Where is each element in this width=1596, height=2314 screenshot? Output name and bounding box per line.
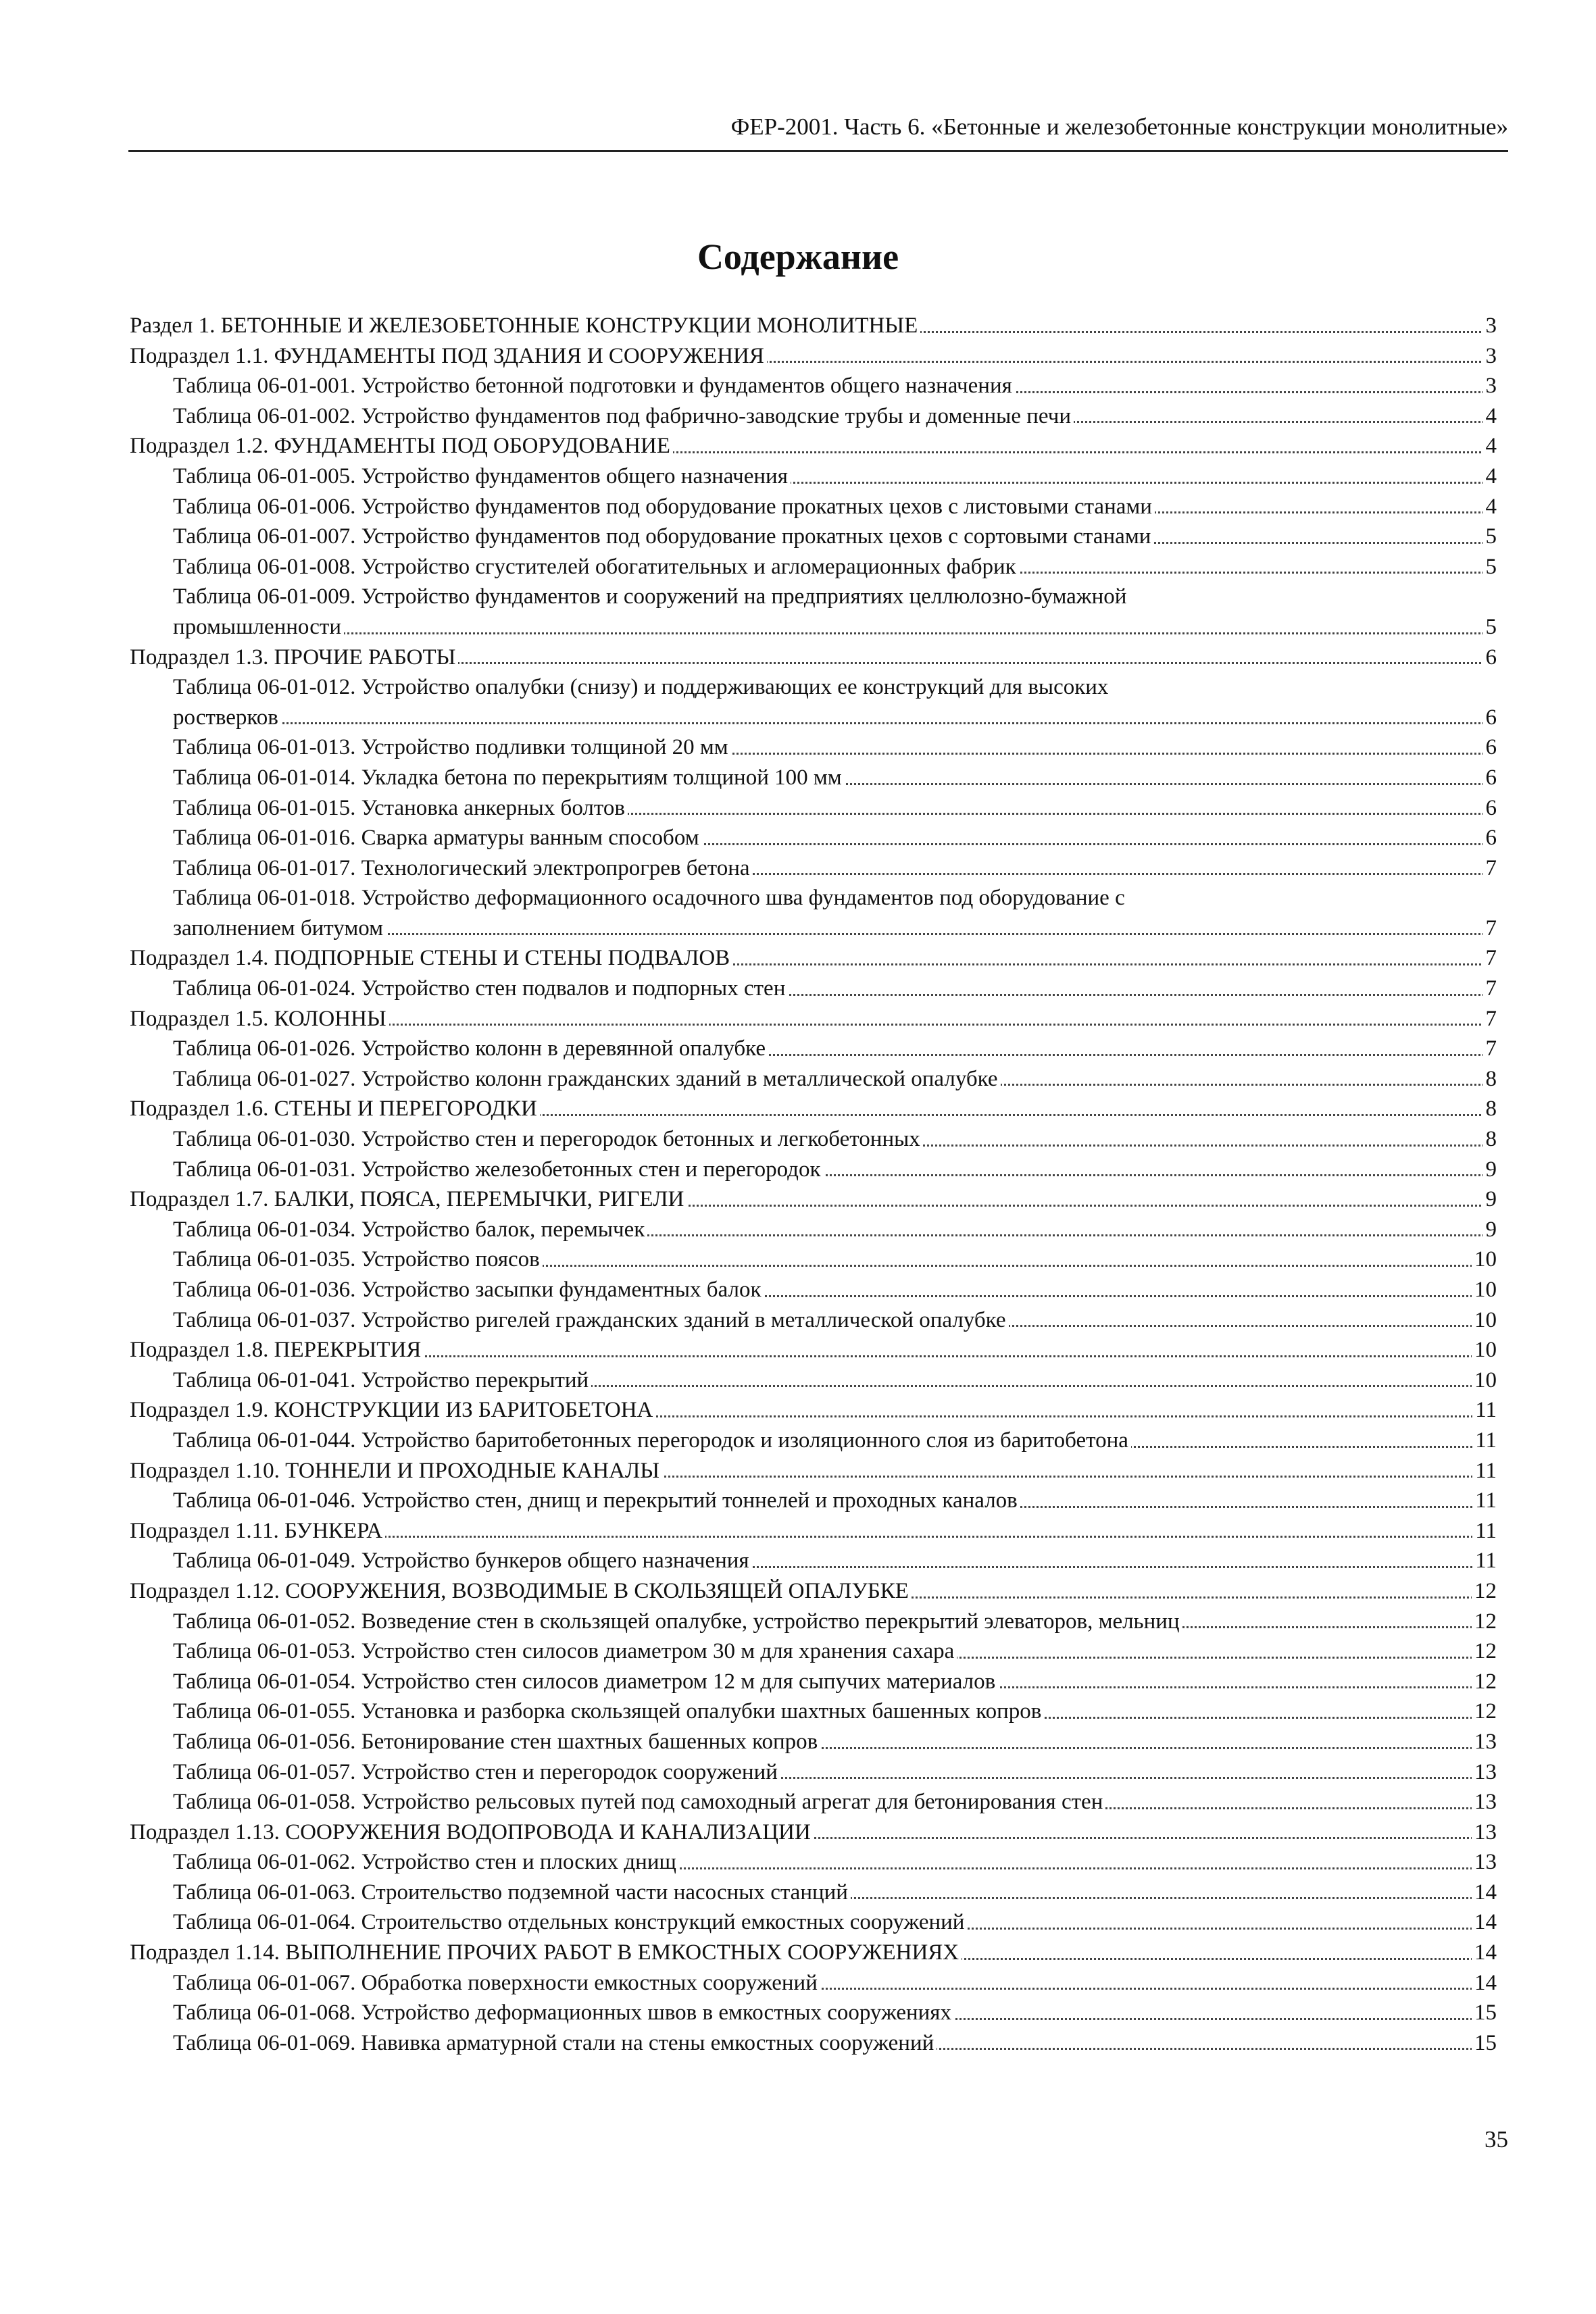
toc-entry[interactable]	[130, 1456, 1497, 1486]
toc-entry-title: Таблица 06-01-068. Устройство деформационных швов в емкостных сооружениях	[173, 2001, 954, 2025]
toc-entry-page: 14	[1472, 1907, 1497, 1938]
toc-entry-page: 12	[1472, 1667, 1497, 1697]
toc-entry-page: 11	[1472, 1456, 1497, 1486]
toc-entry-page: 10	[1472, 1275, 1497, 1305]
toc-entry-page: 7	[1483, 1034, 1497, 1064]
toc-entry[interactable]	[173, 1215, 1497, 1245]
toc-entry-page: 9	[1483, 1184, 1497, 1215]
running-header: ФЕР-2001. Часть 6. «Бетонные и железобетонные конструкции монолитные»	[730, 114, 1508, 140]
toc-entry-page: 5	[1483, 552, 1497, 582]
toc-entry-page: 4	[1483, 461, 1497, 492]
toc-entry-page: 6	[1483, 732, 1497, 763]
toc-entry[interactable]	[173, 1426, 1497, 1456]
toc-entry-page: 11	[1472, 1486, 1497, 1516]
toc-entry-title: Подраздел 1.4. ПОДПОРНЫЕ СТЕНЫ И СТЕНЫ ПОДВАЛОВ	[130, 946, 732, 970]
toc-entry[interactable]	[173, 492, 1497, 522]
toc-entry-title: Подраздел 1.8. ПЕРЕКРЫТИЯ	[130, 1338, 424, 1362]
toc-entry[interactable]	[130, 943, 1497, 974]
toc-entry-title: Таблица 06-01-052. Возведение стен в скользящей опалубке, устройство перекрытий элеваторов, мельниц	[173, 1609, 1182, 1634]
toc-entry-title: Таблица 06-01-017. Технологический электропрогрев бетона	[173, 856, 753, 880]
toc-entry-title: Таблица 06-01-008. Устройство сгустителей обогатительных и агломерационных фабрик	[173, 555, 1019, 579]
toc-entry-page: 6	[1483, 793, 1497, 824]
toc-entry[interactable]	[173, 1667, 1497, 1697]
toc-entry-page: 13	[1472, 1847, 1497, 1878]
toc-entry-title: Таблица 06-01-018. Устройство деформационного осадочного шва фундаментов под оборудование с	[173, 886, 1128, 910]
toc-entry-title: Подраздел 1.3. ПРОЧИЕ РАБОТЫ	[130, 645, 458, 670]
toc-entry[interactable]	[173, 1244, 1497, 1275]
toc-entry-page: 5	[1483, 522, 1497, 552]
toc-entry-page: 13	[1472, 1787, 1497, 1817]
toc-entry-title: Раздел 1. БЕТОННЫЕ И ЖЕЛЕЗОБЕТОННЫЕ КОНСТРУКЦИИ МОНОЛИТНЫЕ	[130, 313, 920, 338]
toc-entry[interactable]	[173, 823, 1497, 853]
toc-entry[interactable]	[173, 763, 1497, 793]
toc-entry-title: Таблица 06-01-012. Устройство опалубки (снизу) и поддерживающих ее конструкций для высоких	[173, 675, 1111, 699]
toc-entry-page: 14	[1472, 1968, 1497, 1998]
toc-entry[interactable]	[130, 311, 1497, 341]
toc-entry[interactable]	[173, 1155, 1497, 1185]
toc-entry-title: Подраздел 1.12. СООРУЖЕНИЯ, ВОЗВОДИМЫЕ В СКОЛЬЗЯЩЕЙ ОПАЛУБКЕ	[130, 1579, 912, 1603]
toc-entry-title: Таблица 06-01-016. Сварка арматуры ванным способом	[173, 826, 702, 850]
toc-entry[interactable]	[173, 1124, 1497, 1155]
toc-entry-page: 13	[1472, 1727, 1497, 1757]
toc-entry-title: Таблица 06-01-055. Установка и разборка скользящей опалубки шахтных башенных копров	[173, 1699, 1044, 1724]
toc-entry-title: Таблица 06-01-041. Устройство перекрытий	[173, 1368, 591, 1392]
toc-entry-page: 12	[1472, 1636, 1497, 1667]
toc-entry-page: 12	[1472, 1607, 1497, 1637]
toc-entry[interactable]	[173, 1787, 1497, 1817]
toc-entry-title: Таблица 06-01-027. Устройство колонн гражданских зданий в металлической опалубке	[173, 1067, 1001, 1091]
toc-entry-page: 8	[1483, 1064, 1497, 1095]
toc-entry-page: 7	[1483, 853, 1497, 884]
dot-leader	[173, 632, 1497, 634]
toc-entry-title: Подраздел 1.6. СТЕНЫ И ПЕРЕГОРОДКИ	[130, 1097, 540, 1121]
toc-entry-title: Таблица 06-01-006. Устройство фундаментов под оборудование прокатных цехов с листовыми станами	[173, 495, 1155, 519]
toc-entry-title: ростверков	[173, 705, 281, 730]
toc-entry[interactable]	[173, 1998, 1497, 2028]
toc-entry-title: Таблица 06-01-058. Устройство рельсовых путей под самоходный агрегат для бетонирования стен	[173, 1790, 1105, 1814]
toc-entry-title: Таблица 06-01-064. Строительство отдельных конструкций емкостных сооружений	[173, 1910, 967, 1934]
toc-entry-page: 8	[1483, 1124, 1497, 1155]
toc-entry-page: 7	[1483, 974, 1497, 1004]
toc-entry-title: Таблица 06-01-063. Строительство подземной части насосных станций	[173, 1880, 851, 1905]
toc-entry-title: Таблица 06-01-053. Устройство стен силосов диаметром 30 м для хранения сахара	[173, 1639, 957, 1663]
toc-entry-page: 3	[1483, 341, 1497, 372]
toc-entry[interactable]	[130, 431, 1497, 461]
toc-entry-title: Таблица 06-01-056. Бетонирование стен шахтных башенных копров	[173, 1730, 820, 1754]
toc-entry-title: Таблица 06-01-002. Устройство фундаментов под фабрично-заводские трубы и доменные печи	[173, 404, 1074, 428]
dot-leader	[173, 722, 1497, 724]
toc-entry[interactable]	[173, 1907, 1497, 1938]
toc-entry[interactable]	[173, 582, 1497, 642]
toc-entry[interactable]	[130, 1516, 1497, 1546]
toc-entry-title: Подраздел 1.5. КОЛОННЫ	[130, 1007, 389, 1031]
toc-entry-page: 4	[1483, 401, 1497, 432]
toc-entry-page: 11	[1472, 1546, 1497, 1576]
toc-entry[interactable]	[130, 1184, 1497, 1215]
toc-entry[interactable]	[130, 1817, 1497, 1848]
toc-entry-title: Таблица 06-01-024. Устройство стен подвалов и подпорных стен	[173, 976, 788, 1001]
toc-entry-title: Таблица 06-01-062. Устройство стен и плоских днищ	[173, 1850, 679, 1874]
toc-entry-page: 15	[1472, 2028, 1497, 2059]
toc-entry-title: Таблица 06-01-046. Устройство стен, днищ и перекрытий тоннелей и проходных каналов	[173, 1488, 1020, 1513]
toc-entry-title: Подраздел 1.1. ФУНДАМЕНТЫ ПОД ЗДАНИЯ И СООРУЖЕНИЯ	[130, 344, 767, 368]
toc-entry-page: 10	[1472, 1335, 1497, 1365]
toc-entry-title: Таблица 06-01-069. Навивка арматурной стали на стены емкостных сооружений	[173, 2031, 937, 2055]
toc-entry-page: 11	[1472, 1516, 1497, 1546]
toc-entry-page: 14	[1472, 1878, 1497, 1908]
toc-entry-title: Подраздел 1.10. ТОННЕЛИ И ПРОХОДНЫЕ КАНАЛЫ	[130, 1459, 662, 1483]
toc-entry-title: Таблица 06-01-035. Устройство поясов	[173, 1247, 543, 1272]
toc-entry-title: Таблица 06-01-036. Устройство засыпки фундаментных балок	[173, 1278, 764, 1302]
toc-entry-page: 11	[1472, 1426, 1497, 1456]
toc-entry-title: Подраздел 1.11. БУНКЕРА	[130, 1519, 385, 1543]
toc-entry-title: Таблица 06-01-031. Устройство железобетонных стен и перегородок	[173, 1157, 824, 1182]
toc-entry[interactable]	[173, 1486, 1497, 1516]
toc-entry[interactable]	[173, 1636, 1497, 1667]
toc-entry[interactable]	[173, 1727, 1497, 1757]
toc-entry-title: Подраздел 1.14. ВЫПОЛНЕНИЕ ПРОЧИХ РАБОТ В ЕМКОСТНЫХ СООРУЖЕНИЯХ	[130, 1940, 962, 1965]
toc-entry-page: 10	[1472, 1365, 1497, 1396]
toc-entry[interactable]	[130, 643, 1497, 673]
toc-entry-page: 9	[1483, 1155, 1497, 1185]
toc-entry[interactable]	[173, 1365, 1497, 1396]
toc-entry-title: Таблица 06-01-005. Устройство фундаментов общего назначения	[173, 464, 791, 488]
toc-entry-title: Таблица 06-01-015. Установка анкерных болтов	[173, 796, 628, 820]
page-number: 35	[1485, 2126, 1508, 2153]
toc-entry[interactable]	[173, 1847, 1497, 1878]
toc-entry-page: 10	[1472, 1305, 1497, 1336]
toc-entry-title: Таблица 06-01-001. Устройство бетонной подготовки и фундаментов общего назначения	[173, 374, 1015, 398]
toc-entry[interactable]	[130, 341, 1497, 372]
toc-entry-page: 6	[1483, 643, 1497, 673]
toc-entry-title: Таблица 06-01-026. Устройство колонн в деревянной опалубке	[173, 1036, 768, 1061]
toc-entry-title: заполнением битумом	[173, 916, 386, 940]
toc-entry-page: 6	[1483, 763, 1497, 793]
header-rule	[128, 150, 1508, 152]
toc-entry-title: промышленности	[173, 615, 344, 639]
toc-entry[interactable]	[173, 1275, 1497, 1305]
toc-entry[interactable]	[130, 1004, 1497, 1034]
toc-entry-title: Таблица 06-01-044. Устройство баритобетонных перегородок и изоляционного слоя из баритобетона	[173, 1428, 1131, 1453]
toc-entry[interactable]	[173, 974, 1497, 1004]
toc-entry-page: 7	[1483, 1004, 1497, 1034]
toc-entry-title: Таблица 06-01-049. Устройство бункеров общего назначения	[173, 1549, 752, 1573]
toc-entry[interactable]	[173, 1757, 1497, 1788]
toc-entry-title: Таблица 06-01-014. Укладка бетона по перекрытиям толщиной 100 мм	[173, 765, 845, 790]
toc-entry[interactable]	[173, 1546, 1497, 1576]
toc-entry[interactable]	[130, 1335, 1497, 1365]
page-title: Содержание	[697, 236, 899, 277]
toc-entry[interactable]	[173, 1968, 1497, 1998]
toc-entry[interactable]	[173, 2028, 1497, 2059]
toc-entry[interactable]	[173, 1064, 1497, 1095]
toc-entry-title: Таблица 06-01-013. Устройство подливки толщиной 20 мм	[173, 735, 731, 759]
toc-entry-page: 4	[1483, 431, 1497, 461]
toc-entry[interactable]	[173, 522, 1497, 552]
toc-entry-title: Таблица 06-01-067. Обработка поверхности емкостных сооружений	[173, 1971, 820, 1995]
toc-entry-title: Подраздел 1.2. ФУНДАМЕНТЫ ПОД ОБОРУДОВАНИЕ	[130, 434, 673, 458]
toc-entry[interactable]	[173, 732, 1497, 763]
toc-entry[interactable]	[173, 1696, 1497, 1727]
toc-entry-page: 6	[1483, 823, 1497, 853]
toc-entry[interactable]	[173, 552, 1497, 582]
toc-entry[interactable]	[173, 793, 1497, 824]
toc-entry-page: 11	[1472, 1395, 1497, 1426]
toc-entry-page: 7	[1483, 943, 1497, 974]
toc-entry[interactable]	[173, 461, 1497, 492]
toc-entry[interactable]	[173, 883, 1497, 943]
toc-entry[interactable]	[173, 371, 1497, 401]
toc-entry[interactable]	[173, 401, 1497, 432]
toc-entry-page: 13	[1472, 1757, 1497, 1788]
toc-entry-page: 6	[1483, 703, 1497, 733]
toc-entry[interactable]	[130, 1094, 1497, 1124]
toc-entry-title: Подраздел 1.7. БАЛКИ, ПОЯСА, ПЕРЕМЫЧКИ, РИГЕЛИ	[130, 1187, 687, 1211]
toc-entry-title: Таблица 06-01-007. Устройство фундаментов под оборудование прокатных цехов с сортовыми станами	[173, 524, 1153, 549]
table-of-contents	[130, 311, 1497, 2058]
toc-entry-title: Таблица 06-01-009. Устройство фундаментов и сооружений на предприятиях целлюлозно-бумажной	[173, 584, 1129, 609]
toc-entry[interactable]	[173, 853, 1497, 884]
toc-entry[interactable]	[173, 1607, 1497, 1637]
toc-entry[interactable]	[173, 1305, 1497, 1336]
toc-entry-title: Подраздел 1.9. КОНСТРУКЦИИ ИЗ БАРИТОБЕТОНА	[130, 1398, 655, 1422]
toc-entry-page: 5	[1483, 612, 1497, 643]
toc-entry-title: Таблица 06-01-030. Устройство стен и перегородок бетонных и легкобетонных	[173, 1127, 923, 1151]
toc-entry-page: 14	[1472, 1938, 1497, 1968]
toc-entry-title: Таблица 06-01-054. Устройство стен силосов диаметром 12 м для сыпучих материалов	[173, 1669, 998, 1694]
toc-entry-page: 8	[1483, 1094, 1497, 1124]
toc-entry-page: 12	[1472, 1576, 1497, 1607]
toc-entry[interactable]	[173, 1878, 1497, 1908]
toc-entry[interactable]	[130, 1395, 1497, 1426]
toc-entry[interactable]	[130, 1938, 1497, 1968]
toc-entry-page: 12	[1472, 1696, 1497, 1727]
toc-entry-page: 10	[1472, 1244, 1497, 1275]
toc-entry-title: Таблица 06-01-034. Устройство балок, перемычек	[173, 1217, 647, 1242]
toc-entry[interactable]	[173, 1034, 1497, 1064]
toc-entry-title: Подраздел 1.13. СООРУЖЕНИЯ ВОДОПРОВОДА И КАНАЛИЗАЦИИ	[130, 1820, 814, 1844]
toc-entry-page: 7	[1483, 913, 1497, 944]
toc-entry-page: 15	[1472, 1998, 1497, 2028]
toc-entry-page: 9	[1483, 1215, 1497, 1245]
toc-entry-page: 4	[1483, 492, 1497, 522]
toc-entry[interactable]	[173, 672, 1497, 732]
toc-entry-page: 3	[1483, 371, 1497, 401]
toc-entry-title: Таблица 06-01-037. Устройство ригелей гражданских зданий в металлической опалубке	[173, 1308, 1009, 1332]
toc-entry-title: Таблица 06-01-057. Устройство стен и перегородок сооружений	[173, 1760, 780, 1784]
toc-entry-page: 3	[1483, 311, 1497, 341]
toc-entry[interactable]	[130, 1576, 1497, 1607]
toc-entry-page: 13	[1472, 1817, 1497, 1848]
